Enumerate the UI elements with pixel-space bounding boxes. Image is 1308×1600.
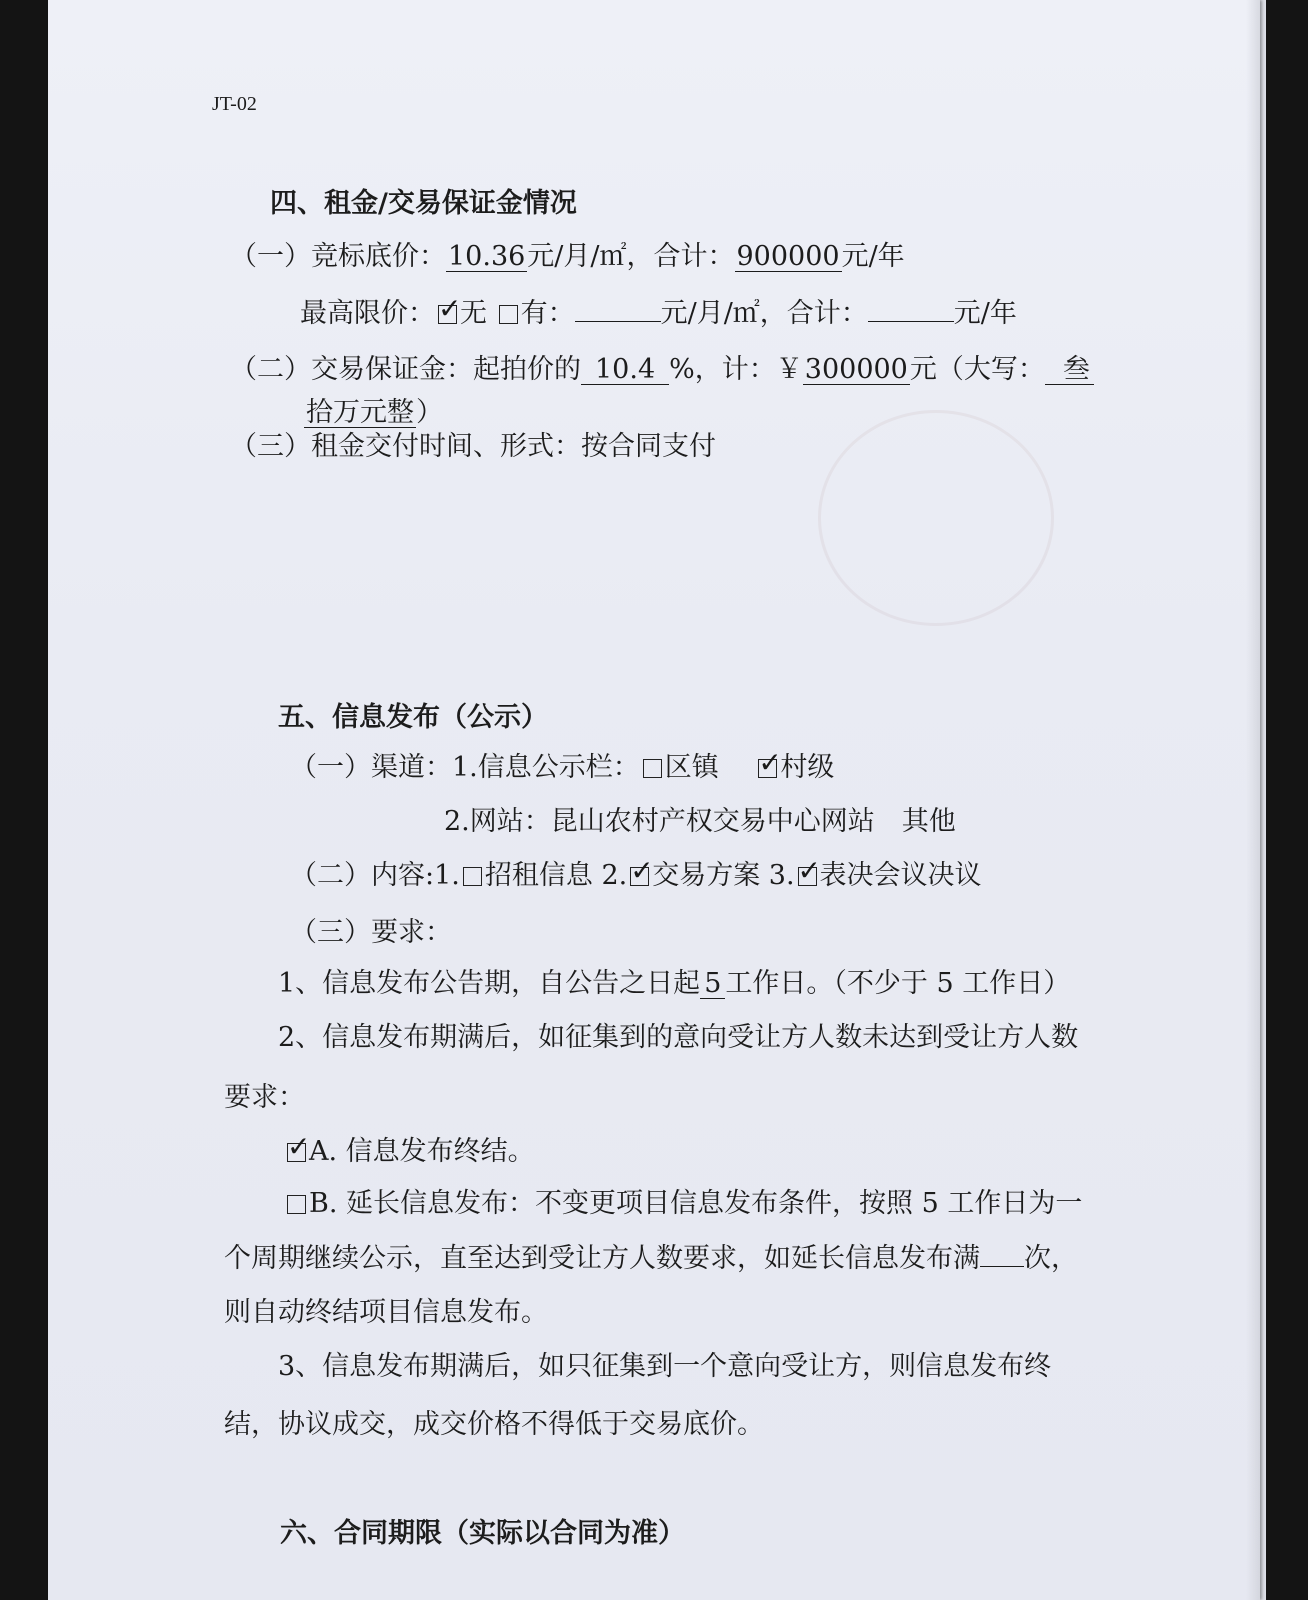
base-total-value: 900000 bbox=[736, 241, 840, 272]
base-price-unit: 元/月/㎡，合计： bbox=[527, 241, 735, 272]
document-page bbox=[48, 0, 1260, 1600]
checkbox-lease-info[interactable] bbox=[463, 867, 482, 886]
content-trade-plan: 交易方案 3. bbox=[652, 860, 795, 891]
option-b-text-2: 个周期继续公示，直至达到受让方人数要求，如延长信息发布满 bbox=[224, 1243, 980, 1274]
checkbox-village-checked[interactable] bbox=[758, 759, 777, 778]
deposit-caps-line2 bbox=[304, 397, 443, 429]
checkbox-trade-plan-checked[interactable] bbox=[630, 867, 649, 886]
requirement-1-text: 1、信息发布公告期，自公告之日起 bbox=[278, 968, 701, 999]
section-6-title: 六、合同期限（实际以合同为准） bbox=[280, 1518, 685, 1549]
max-price-label: 最高限价： bbox=[300, 298, 435, 329]
option-has-label: 有： bbox=[520, 298, 575, 329]
channel-website-line: 2.网站：昆山农村产权交易中心网站 其他 bbox=[444, 806, 956, 837]
checkbox-option-a-checked[interactable] bbox=[287, 1143, 306, 1162]
deposit-mid: %，计：￥ bbox=[669, 354, 803, 385]
checkbox-meeting-resolution-checked[interactable] bbox=[798, 867, 817, 886]
option-b-text: B. 延长信息发布：不变更项目信息发布条件，按照 5 工作日为一 bbox=[309, 1188, 1083, 1219]
content-line bbox=[290, 860, 982, 892]
content-label: （二）内容:1. bbox=[290, 860, 460, 891]
content-meeting-resolution: 表决会议决议 bbox=[819, 860, 982, 891]
requirement-1-tail: 工作日。（不少于 5 工作日） bbox=[725, 968, 1071, 999]
deposit-line bbox=[230, 354, 1094, 386]
option-a-text: A. 信息发布终结。 bbox=[309, 1136, 535, 1167]
extension-count-blank bbox=[980, 1244, 1024, 1267]
option-a-line bbox=[284, 1136, 535, 1168]
deposit-caps-label: 元（大写： bbox=[909, 354, 1045, 385]
max-price-unit: 元/月/㎡，合计： bbox=[660, 298, 868, 329]
rent-payment-line: （三）租金交付时间、形式：按合同支付 bbox=[230, 431, 716, 462]
deposit-amount: 300000 bbox=[804, 354, 908, 385]
deposit-caps-close: ） bbox=[416, 397, 443, 428]
checkbox-town[interactable] bbox=[643, 759, 662, 778]
option-b-line2 bbox=[224, 1243, 1078, 1275]
checkbox-has[interactable] bbox=[499, 305, 518, 324]
section-4-title: 四、租金/交易保证金情况 bbox=[270, 188, 577, 219]
max-total-unit: 元/年 bbox=[953, 298, 1017, 329]
checkbox-option-b[interactable] bbox=[287, 1195, 306, 1214]
option-none-label: 无 bbox=[460, 298, 487, 329]
content-lease-info: 招租信息 2. bbox=[484, 860, 628, 891]
base-price-label: （一）竞标底价： bbox=[230, 241, 446, 272]
requirement-3-line2: 结，协议成交，成交价格不得低于交易底价。 bbox=[224, 1409, 764, 1440]
option-b-line1 bbox=[284, 1188, 1082, 1220]
channel-town-label: 区镇 bbox=[664, 752, 719, 783]
deposit-caps-part1: 叁 bbox=[1045, 356, 1094, 385]
deposit-percent: 10.4 bbox=[581, 356, 669, 385]
max-price-line bbox=[300, 298, 1017, 330]
notice-days: 5 bbox=[700, 970, 725, 999]
requirement-2-line1: 2、信息发布期满后，如征集到的意向受让方人数未达到受让方人数 bbox=[278, 1022, 1079, 1053]
max-total-blank bbox=[868, 299, 954, 322]
base-total-unit: 元/年 bbox=[841, 241, 905, 272]
faint-seal-bleedthrough bbox=[818, 410, 1054, 626]
deposit-caps-part2: 拾万元整 bbox=[306, 397, 414, 428]
requirement-2-line2: 要求： bbox=[224, 1082, 305, 1113]
option-b-line3: 则自动终结项目信息发布。 bbox=[224, 1297, 548, 1328]
requirement-3-line1: 3、信息发布期满后，如只征集到一个意向受让方，则信息发布终 bbox=[278, 1351, 1052, 1382]
base-price-value: 10.36 bbox=[448, 241, 526, 272]
max-price-blank bbox=[575, 299, 661, 322]
section-5-title: 五、信息发布（公示） bbox=[278, 702, 548, 733]
channel-line bbox=[290, 752, 834, 784]
requirement-1 bbox=[278, 968, 1070, 1000]
doc-code: JT-02 bbox=[212, 93, 257, 115]
base-price-line bbox=[230, 241, 905, 273]
deposit-label: （二）交易保证金：起拍价的 bbox=[230, 354, 581, 385]
channel-village-label: 村级 bbox=[780, 752, 835, 783]
checkbox-none-checked[interactable] bbox=[438, 305, 457, 324]
requirements-title: （三）要求： bbox=[290, 917, 452, 948]
channel-label: （一）渠道：1.信息公示栏： bbox=[290, 752, 640, 783]
option-b-count-unit: 次， bbox=[1024, 1243, 1078, 1274]
